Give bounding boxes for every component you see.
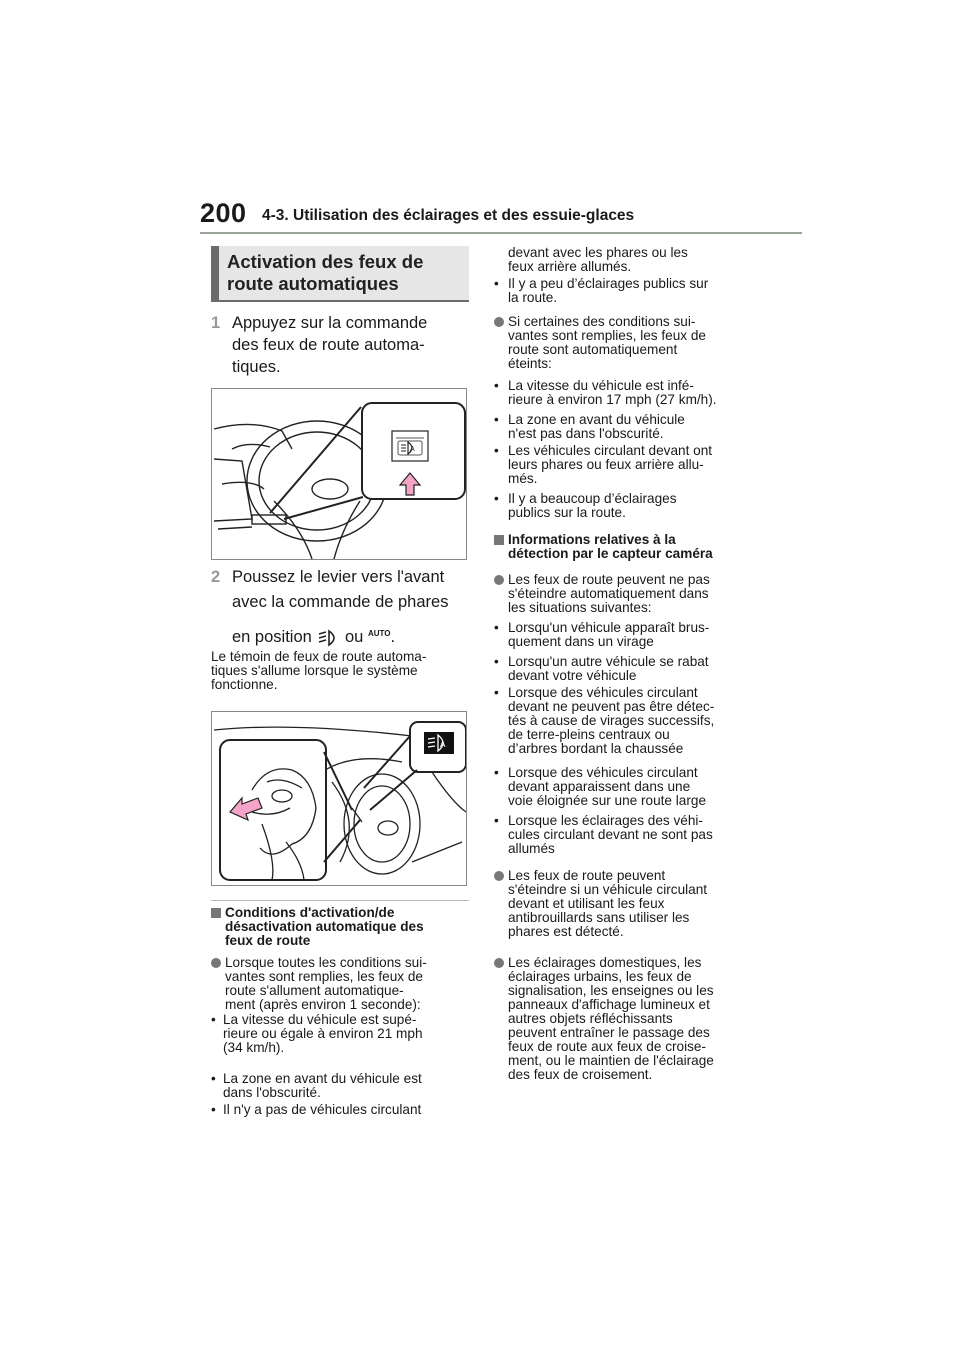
auto-position-icon: AUTO <box>367 629 391 638</box>
list-line: publics sur la route. <box>508 505 626 520</box>
section-heading <box>211 246 469 302</box>
step-text-position <box>232 623 477 648</box>
list-line: dans l'obscurité. <box>223 1085 321 1100</box>
para-line: signalisation, les enseignes ou les <box>508 983 714 998</box>
lever-push-illustration <box>211 711 467 886</box>
list-line: rieure à environ 17 mph (27 km/h). <box>508 392 717 407</box>
end-mark: . <box>390 628 396 646</box>
list-line: cules circulant devant ne sont pas <box>508 827 713 842</box>
list-line: més. <box>508 471 538 486</box>
para-line: ment (après environ 1 seconde): <box>225 997 421 1012</box>
note-line: Le témoin de feux de route automa- <box>211 649 427 664</box>
svg-text:A: A <box>440 740 446 749</box>
para-line: Si certaines des conditions sui- <box>508 314 696 329</box>
section-title: 4-3. Utilisation des éclairages et des essuie-glaces <box>262 207 635 224</box>
list-line: tés à cause de virages successifs, <box>508 713 715 728</box>
continued-text <box>508 246 764 274</box>
list-line: Il y a peu d’éclairages publics sur <box>508 276 709 291</box>
list-line: (34 km/h). <box>223 1040 285 1055</box>
page-number: 200 <box>200 198 247 228</box>
list-line: La zone en avant du véhicule <box>508 412 685 427</box>
step-text: en position <box>232 628 312 646</box>
subhead-rule <box>211 900 469 901</box>
note-line: tiques s'allume lorsque le système <box>211 663 418 678</box>
dashboard-switch-illustration <box>211 388 467 560</box>
svg-text:A: A <box>410 445 415 453</box>
para-line: Les feux de route peuvent ne pas <box>508 572 710 587</box>
subheading-line: désactivation automatique des <box>225 919 424 934</box>
para-line: phares est détecté. <box>508 924 624 939</box>
step-text: Appuyez sur la commande <box>232 314 428 332</box>
circle-bullet-icon <box>494 958 504 968</box>
subheading-line: Conditions d'activation/de <box>225 905 395 920</box>
para-line: antibrouillards sans utiliser les <box>508 910 690 925</box>
list-line: Lorsque des véhicules circulant <box>508 765 698 780</box>
para-line: éclairages urbains, les feux de <box>508 969 692 984</box>
list-line: devant ne peuvent pas être détec- <box>508 699 715 714</box>
dashboard-switch-drawing <box>212 389 467 560</box>
para-line: s'éteindre automatiquement dans <box>508 586 709 601</box>
list-line: quement dans un virage <box>508 634 654 649</box>
square-bullet-icon <box>494 535 504 545</box>
list-line: de terre-pleins centraux ou <box>508 727 670 742</box>
square-bullet-icon <box>211 908 221 918</box>
list-line: Lorsqu'un véhicule apparaît brus- <box>508 620 710 635</box>
list-line: n'est pas dans l'obscurité. <box>508 426 664 441</box>
para-line: Les éclairages domestiques, les <box>508 955 702 970</box>
step-number: 1 <box>211 314 221 332</box>
list-line: Lorsque des véhicules circulant <box>508 685 698 700</box>
para-line: éteints: <box>508 356 552 371</box>
para-line: autres objets réfléchissants <box>508 1011 673 1026</box>
circle-bullet-icon <box>494 317 504 327</box>
subheading-line: feux de route <box>225 933 311 948</box>
para-line: peuvent entraîner le passage des <box>508 1025 710 1040</box>
para-line: des feux de croisement. <box>508 1067 653 1082</box>
step-text: tiques. <box>232 358 281 376</box>
indicator-note <box>211 650 469 692</box>
para-line: ment, ou le maintien de l'éclairage <box>508 1053 714 1068</box>
para-line: feux de route aux feux de croise- <box>508 1039 706 1054</box>
para-line: Les feux de route peuvent <box>508 868 666 883</box>
circle-bullet-icon <box>494 575 504 585</box>
header-rule <box>200 232 802 234</box>
list-line: Lorsqu'un autre véhicule se rabat <box>508 654 709 669</box>
headlight-low-beam-icon <box>316 629 340 647</box>
heading-line: Activation des feux de <box>227 251 424 272</box>
circle-bullet-icon <box>494 871 504 881</box>
para-line: vantes sont remplies, les feux de <box>508 328 706 343</box>
list-line: La zone en avant du véhicule est <box>223 1071 422 1086</box>
subheading-line: Informations relatives à la <box>508 532 676 547</box>
step-text: avec la commande de phares <box>232 593 449 611</box>
lever-push-drawing <box>212 712 467 886</box>
list-line: allumés <box>508 841 555 856</box>
heading-line: route automatiques <box>227 273 399 294</box>
or-word: ou <box>345 628 364 646</box>
note-line: fonctionne. <box>211 677 278 692</box>
list-line: rieure ou égale à environ 21 mph <box>223 1026 423 1041</box>
para-line: s'éteindre si un véhicule circulant <box>508 882 708 897</box>
step-text: Poussez le levier vers l'avant <box>232 568 445 586</box>
list-line: La vitesse du véhicule est infé- <box>508 378 694 393</box>
para-line: vantes sont remplies, les feux de <box>225 969 423 984</box>
para-line: route s'allument automatique- <box>225 983 404 998</box>
list-line: devant apparaissent dans une <box>508 779 691 794</box>
list-line: devant votre véhicule <box>508 668 637 683</box>
circle-bullet-icon <box>211 958 221 968</box>
para-line: route sont automatiquement <box>508 342 678 357</box>
list-line: voie éloignée sur une route large <box>508 793 706 808</box>
subheading-line: détection par le capteur caméra <box>508 546 713 561</box>
para-line: panneaux d'affichage lumineux et <box>508 997 710 1012</box>
list-line: Il n'y a pas de véhicules circulant <box>223 1102 422 1117</box>
step-text: des feux de route automa- <box>232 336 425 354</box>
para-line: Lorsque toutes les conditions sui- <box>225 955 427 970</box>
step-number: 2 <box>211 568 221 586</box>
para-line: devant et utilisant les feux <box>508 896 665 911</box>
para-line: devant avec les phares ou les <box>508 245 688 260</box>
list-line: La vitesse du véhicule est supé- <box>223 1012 417 1027</box>
list-line: la route. <box>508 290 558 305</box>
list-line: leurs phares ou feux arrière allu- <box>508 457 704 472</box>
list-line: Lorsque les éclairages des véhi- <box>508 813 703 828</box>
para-line: les situations suivantes: <box>508 600 652 615</box>
list-line: Il y a beaucoup d’éclairages <box>508 491 677 506</box>
list-line: Les véhicules circulant devant ont <box>508 443 713 458</box>
list-line: d’arbres bordant la chaussée <box>508 741 684 756</box>
para-line: feux arrière allumés. <box>508 259 632 274</box>
